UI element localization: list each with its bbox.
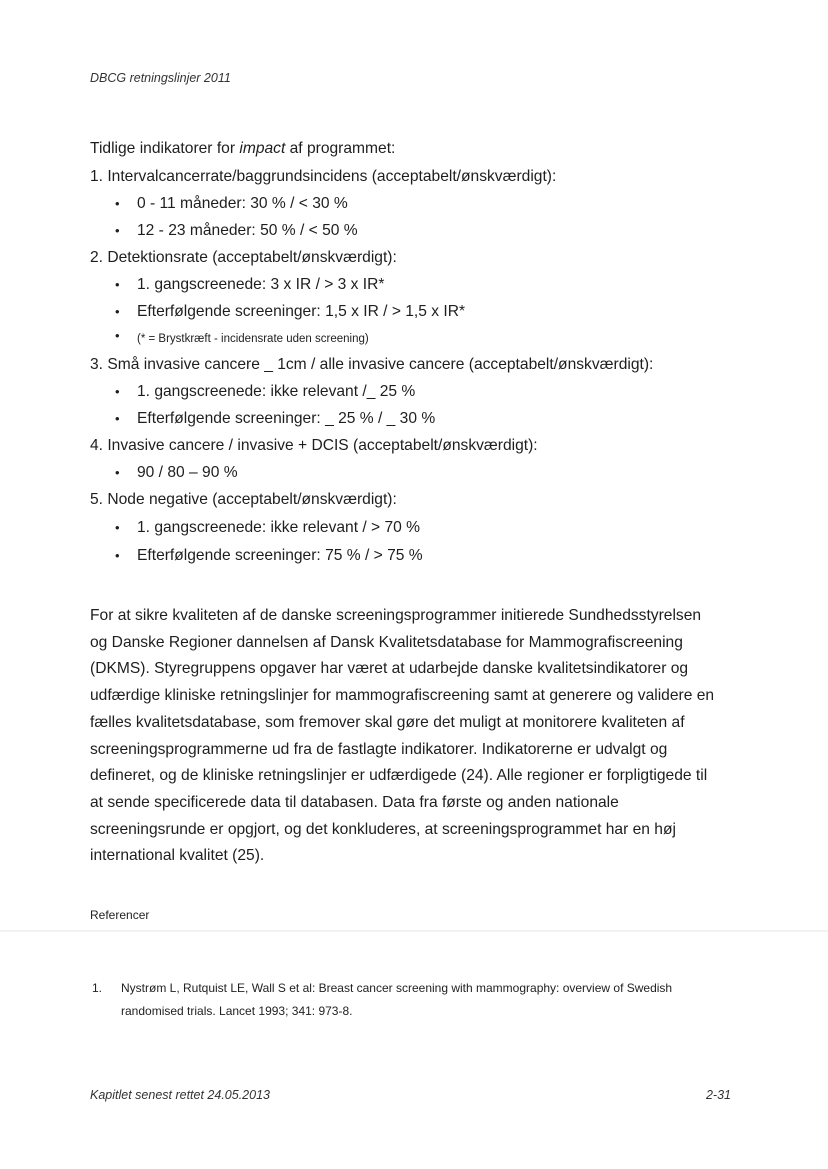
indicator-bullet: Efterfølgende screeninger: 75 % / > 75 % [137,547,423,564]
page-number: 2-31 [705,1088,731,1102]
bullet-icon: • [115,411,120,426]
indicator-heading: 4. Invasive cancere / invasive + DCIS (acceptabelt/ønskværdigt): [90,437,538,454]
indicator-bullet: 0 - 11 måneder: 30 % / < 30 % [137,195,348,212]
intro-line [90,140,395,158]
indicator-heading: 1. Intervalcancerrate/baggrundsincidens (acceptabelt/ønskværdigt): [90,168,557,185]
indicator-bullet: 1. gangscreenede: ikke relevant /_ 25 % [137,383,416,400]
indicator-bullet: 90 / 80 – 90 % [137,464,238,481]
indicator-heading: 5. Node negative (acceptabelt/ønskværdigt): [90,491,397,508]
paragraph-line: udfærdige kliniske retningslinjer for mammografiscreening samt at generere og validere en [90,687,715,705]
paragraph-line: defineret, og de kliniske retningslinjer er udfærdigede (24). Alle regioner er forpligtigede til [90,767,708,785]
bullet-icon: • [115,465,120,480]
paragraph-line: at sende specificerede data til databasen. Data fra første og anden nationale [90,793,619,811]
bullet-icon: • [115,223,120,238]
indicator-bullet: 12 - 23 måneder: 50 % / < 50 % [137,222,358,239]
bullet-icon: • [115,277,120,292]
indicator-heading: 2. Detektionsrate (acceptabelt/ønskværdigt): [90,249,397,266]
paragraph-line: screeningsrunde er opgjort, og det konkluderes, at screeningsprogrammet har en høj [90,820,676,838]
divider [0,930,828,932]
paragraph-line: international kvalitet (25). [90,847,265,865]
paragraph-line: For at sikre kvaliteten af de danske screeningsprogrammer initierede Sundhedsstyrelsen [90,607,702,624]
paragraph-line: screeningsprogrammerne ud fra de fastlagte indikatorer. Indikatorerne er udvalgt og [90,740,668,758]
bullet-icon: • [115,196,120,211]
indicator-note: (* = Brystkræft - incidensrate uden screening) [137,333,369,345]
bullet-icon: • [115,548,120,563]
intro-suffix: af programmet: [285,140,396,157]
reference-text: Nystrøm L, Rutquist LE, Wall S et al: Breast cancer screening with mammography: overview of Swedish [121,981,673,995]
indicator-bullet: Efterfølgende screeninger: 1,5 x IR / > 1,5 x IR* [137,303,466,320]
running-header: DBCG retningslinjer 2011 [90,71,231,85]
indicator-bullet: Efterfølgende screeninger: _ 25 % / _ 30 % [137,410,436,427]
bullet-icon: • [115,304,120,319]
indicator-bullet: 1. gangscreenede: 3 x IR / > 3 x IR* [137,276,385,293]
references-heading: Referencer [90,908,150,922]
reference-number: 1. [92,981,103,995]
intro-emphasis: impact [239,140,286,157]
bullet-icon: • [115,384,120,399]
paragraph-line: og Danske Regioner dannelsen af Dansk Kvalitetsdatabase for Mammografiscreening [90,633,683,651]
bullet-icon: • [115,520,120,535]
indicator-bullet: 1. gangscreenede: ikke relevant / > 70 % [137,519,421,536]
footer-date: Kapitlet senest rettet 24.05.2013 [90,1088,270,1102]
indicator-heading: 3. Små invasive cancere _ 1cm / alle invasive cancere (acceptabelt/ønskværdigt): [90,356,654,373]
paragraph-line: fælles kvalitetsdatabase, som fremover skal gøre det muligt at monitorere kvaliteten af [90,713,685,731]
reference-text: randomised trials. Lancet 1993; 341: 973-8. [121,1004,353,1018]
intro-prefix: Tidlige indikatorer for [90,140,240,157]
bullet-icon: • [115,328,120,343]
paragraph-line: (DKMS). Styregruppens opgaver har været at udarbejde danske kvalitetsindikatorer og [90,660,689,678]
